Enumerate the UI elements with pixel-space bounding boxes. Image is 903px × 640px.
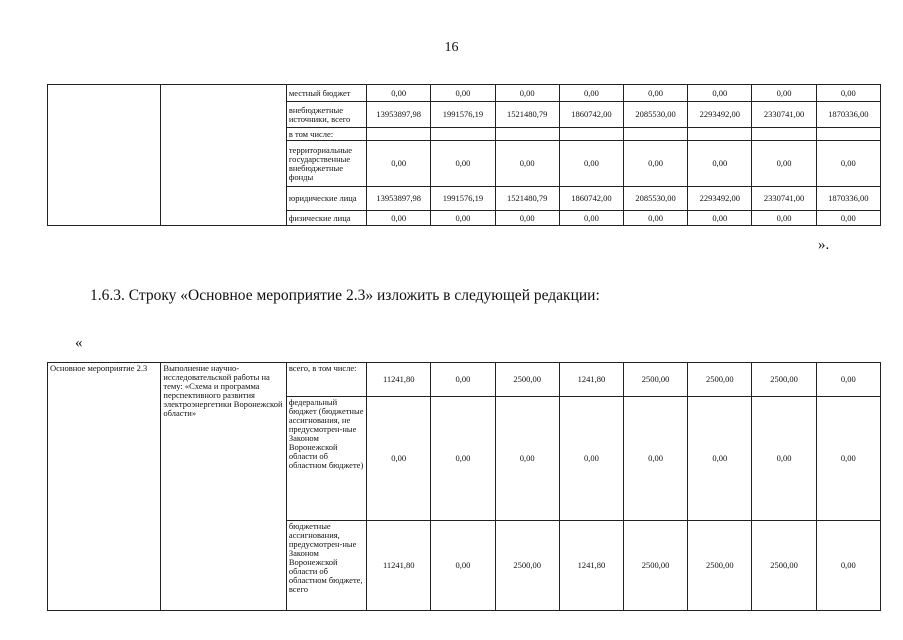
amendment-paragraph: 1.6.3. Строку «Основное мероприятие 2.3» изложить в следующей редакции: <box>90 287 600 304</box>
table-row <box>48 363 881 397</box>
value-cell: 11241,80 <box>367 363 431 397</box>
value-cell: 0,00 <box>495 211 559 226</box>
value-cell <box>752 128 816 141</box>
row-label: в том числе: <box>286 128 366 141</box>
value-cell: 1241,80 <box>559 521 623 611</box>
value-cell: 0,00 <box>431 141 495 187</box>
value-cell: 0,00 <box>367 211 431 226</box>
value-cell <box>431 128 495 141</box>
value-cell: 0,00 <box>752 141 816 187</box>
value-cell: 2085530,00 <box>624 102 688 128</box>
row-label: внебюджетные источники, всего <box>286 102 366 128</box>
value-cell: 13953897,98 <box>367 187 431 211</box>
value-cell: 0,00 <box>624 397 688 521</box>
value-cell: 2500,00 <box>495 521 559 611</box>
value-cell: 0,00 <box>816 85 880 102</box>
blank-cell <box>161 85 286 226</box>
value-cell <box>367 128 431 141</box>
value-cell: 1870336,00 <box>816 102 880 128</box>
value-cell: 0,00 <box>688 85 752 102</box>
value-cell: 0,00 <box>431 363 495 397</box>
value-cell: 0,00 <box>752 211 816 226</box>
value-cell: 2500,00 <box>495 363 559 397</box>
value-cell: 2500,00 <box>752 363 816 397</box>
value-cell <box>624 128 688 141</box>
value-cell: 2330741,00 <box>752 102 816 128</box>
value-cell: 1991576,19 <box>431 187 495 211</box>
value-cell: 0,00 <box>816 397 880 521</box>
row-label: физические лица <box>286 211 366 226</box>
value-cell: 0,00 <box>752 397 816 521</box>
value-cell: 0,00 <box>559 141 623 187</box>
value-cell <box>816 128 880 141</box>
value-cell: 2500,00 <box>688 521 752 611</box>
row-label: всего, в том числе: <box>286 363 366 397</box>
value-cell: 0,00 <box>688 141 752 187</box>
value-cell: 0,00 <box>495 397 559 521</box>
value-cell: 0,00 <box>624 211 688 226</box>
value-cell <box>688 128 752 141</box>
value-cell: 11241,80 <box>367 521 431 611</box>
value-cell: 1991576,19 <box>431 102 495 128</box>
value-cell: 1870336,00 <box>816 187 880 211</box>
value-cell: 0,00 <box>624 85 688 102</box>
main-event-table <box>47 362 881 611</box>
value-cell: 0,00 <box>367 141 431 187</box>
blank-cell <box>48 85 161 226</box>
value-cell: 0,00 <box>624 141 688 187</box>
value-cell: 0,00 <box>816 521 880 611</box>
value-cell: 0,00 <box>431 211 495 226</box>
value-cell: 0,00 <box>559 85 623 102</box>
value-cell: 0,00 <box>559 211 623 226</box>
table-row <box>48 85 881 102</box>
value-cell: 1241,80 <box>559 363 623 397</box>
row-label: юридические лица <box>286 187 366 211</box>
value-cell: 0,00 <box>495 85 559 102</box>
value-cell: 2085530,00 <box>624 187 688 211</box>
value-cell: 0,00 <box>495 141 559 187</box>
value-cell: 0,00 <box>688 211 752 226</box>
value-cell: 2293492,00 <box>688 102 752 128</box>
value-cell: 2500,00 <box>688 363 752 397</box>
event-name: Основное мероприятие 2.3 <box>48 363 161 611</box>
value-cell: 2500,00 <box>624 521 688 611</box>
value-cell: 0,00 <box>816 141 880 187</box>
row-label: территориальные государственные внебюджетные фонды <box>286 141 366 187</box>
value-cell: 2330741,00 <box>752 187 816 211</box>
value-cell <box>559 128 623 141</box>
row-label: бюджетные ассигнования, предусмотрен-ные Законом Воронежской области об областном бюджете, всего <box>286 521 366 611</box>
value-cell: 0,00 <box>688 397 752 521</box>
closing-quote: ». <box>818 237 830 253</box>
value-cell: 0,00 <box>816 211 880 226</box>
value-cell: 2500,00 <box>624 363 688 397</box>
value-cell: 0,00 <box>752 85 816 102</box>
row-label: федеральный бюджет (бюджетные ассигнования, не предусмотрен-ные Законом Воронежской области об областном бюджете) <box>286 397 366 521</box>
value-cell: 13953897,98 <box>367 102 431 128</box>
value-cell: 0,00 <box>431 521 495 611</box>
value-cell: 0,00 <box>431 397 495 521</box>
value-cell: 1860742,00 <box>559 102 623 128</box>
value-cell: 1521480,79 <box>495 102 559 128</box>
page-number: 16 <box>444 40 459 55</box>
value-cell: 0,00 <box>816 363 880 397</box>
value-cell: 1521480,79 <box>495 187 559 211</box>
value-cell: 0,00 <box>559 397 623 521</box>
event-description: Выполнение научно-исследовательской работы на тему: «Схема и программа перспективного развития электроэнергетики Воронежской области» <box>161 363 286 611</box>
value-cell: 0,00 <box>367 85 431 102</box>
value-cell <box>495 128 559 141</box>
funding-table-continued <box>47 84 881 226</box>
value-cell: 0,00 <box>367 397 431 521</box>
value-cell: 0,00 <box>431 85 495 102</box>
row-label: местный бюджет <box>286 85 366 102</box>
value-cell: 2293492,00 <box>688 187 752 211</box>
value-cell: 2500,00 <box>752 521 816 611</box>
opening-quote: « <box>75 335 83 351</box>
value-cell: 1860742,00 <box>559 187 623 211</box>
